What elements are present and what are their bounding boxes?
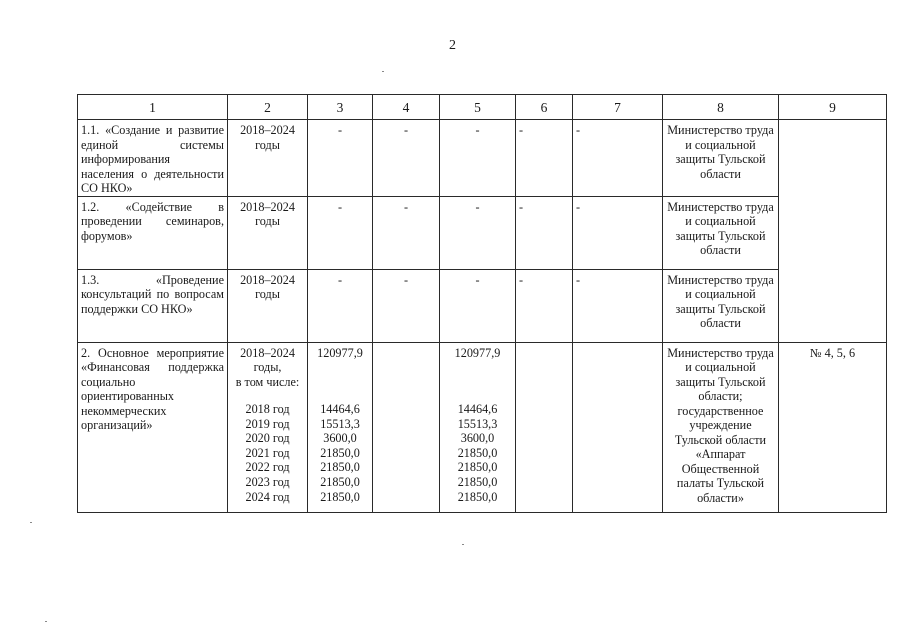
- table-row: [78, 120, 887, 197]
- row-col4: -: [373, 269, 440, 342]
- row-col5: -: [440, 120, 516, 197]
- row-executor: Министерство труда и социальной защиты Тульской области: [663, 269, 779, 342]
- year-label: 2024 год: [245, 489, 290, 504]
- amount-value: 14464,6: [320, 402, 360, 416]
- main-year-list: [231, 402, 304, 504]
- header-col-4: 4: [373, 95, 440, 120]
- main-col5: [440, 342, 516, 512]
- main-executor: Министерство труда и социальной защиты Тульской области; государственное учреждение Тульской области «Аппарат Общественной палаты Тульской области»: [663, 342, 779, 512]
- row-description: 1.1. «Создание и развитие единой системы информирования населения о деятельности СО НКО»: [78, 120, 228, 197]
- year-label: 2018 год: [245, 402, 290, 416]
- row-col3: -: [308, 120, 373, 197]
- row-description: 1.3. «Проведение консультаций по вопросам поддержки СО НКО»: [78, 269, 228, 342]
- year-label: 2021 год: [245, 445, 290, 460]
- row-col7: -: [573, 269, 663, 342]
- header-col-7: 7: [573, 95, 663, 120]
- amount-value: 21850,0: [320, 474, 360, 489]
- amount-value: 21850,0: [320, 445, 360, 460]
- main-col5-years: [443, 402, 512, 504]
- amount-value: 21850,0: [457, 474, 498, 489]
- header-col-3: 3: [308, 95, 373, 120]
- amount-value: 14464,6: [457, 402, 498, 416]
- row-period: 2018–2024 годы: [228, 196, 308, 269]
- row-col7: -: [573, 196, 663, 269]
- row-col4: -: [373, 120, 440, 197]
- amount-value: 21850,0: [320, 460, 360, 475]
- main-col6: [516, 342, 573, 512]
- table-row: [78, 269, 887, 342]
- main-period: [228, 342, 308, 512]
- main-col4: [373, 342, 440, 512]
- row-col5: -: [440, 196, 516, 269]
- scan-speck: [382, 71, 384, 72]
- amount-value: 15513,3: [320, 416, 360, 431]
- main-col5-total: 120977,9: [454, 345, 501, 360]
- year-label: 2019 год: [245, 416, 290, 431]
- row-col6: -: [516, 269, 573, 342]
- header-col-2: 2: [228, 95, 308, 120]
- header-col-9: 9: [779, 95, 887, 120]
- scan-speck: [30, 522, 32, 523]
- scan-speck: [45, 621, 47, 622]
- main-col7: [573, 342, 663, 512]
- amount-value: 21850,0: [320, 489, 360, 504]
- row-period: 2018–2024 годы: [228, 269, 308, 342]
- amount-value: 21850,0: [457, 489, 498, 504]
- scan-speck: [462, 544, 464, 545]
- program-table: [77, 94, 887, 513]
- row-description: 1.2. «Содействие в проведении семинаров, форумов»: [78, 196, 228, 269]
- row-col3: -: [308, 196, 373, 269]
- row-col4: -: [373, 196, 440, 269]
- year-label: 2022 год: [245, 460, 290, 475]
- amount-value: 21850,0: [457, 460, 498, 475]
- amount-value: 21850,0: [457, 445, 498, 460]
- table-row-main: [78, 342, 887, 512]
- main-col3: [308, 342, 373, 512]
- header-col-1: 1: [78, 95, 228, 120]
- main-indicators: № 4, 5, 6: [779, 342, 887, 512]
- row-col9-empty: [779, 120, 887, 343]
- row-executor: Министерство труда и социальной защиты Тульской области: [663, 196, 779, 269]
- row-period: 2018–2024 годы: [228, 120, 308, 197]
- row-col7: -: [573, 120, 663, 197]
- main-col3-years: [311, 402, 369, 504]
- main-col3-total: 120977,9: [317, 345, 363, 360]
- row-col3: -: [308, 269, 373, 342]
- header-col-5: 5: [440, 95, 516, 120]
- page-number: 2: [449, 38, 456, 53]
- row-col6: -: [516, 120, 573, 197]
- amount-value: 15513,3: [457, 416, 498, 431]
- row-executor: Министерство труда и социальной защиты Тульской области: [663, 120, 779, 197]
- header-col-8: 8: [663, 95, 779, 120]
- row-col5: -: [440, 269, 516, 342]
- header-row: [78, 95, 887, 120]
- table-row: [78, 196, 887, 269]
- amount-value: 3600,0: [323, 431, 357, 446]
- main-description: 2. Основное мероприятие «Финансовая поддержка социально ориентированных некоммерческих организаций»: [78, 342, 228, 512]
- row-col6: -: [516, 196, 573, 269]
- main-period-header: 2018–2024 годы,: [240, 345, 295, 374]
- year-label: 2020 год: [245, 431, 290, 446]
- main-period-sub: в том числе:: [235, 374, 300, 389]
- amount-value: 3600,0: [460, 431, 495, 446]
- year-label: 2023 год: [245, 474, 290, 489]
- header-col-6: 6: [516, 95, 573, 120]
